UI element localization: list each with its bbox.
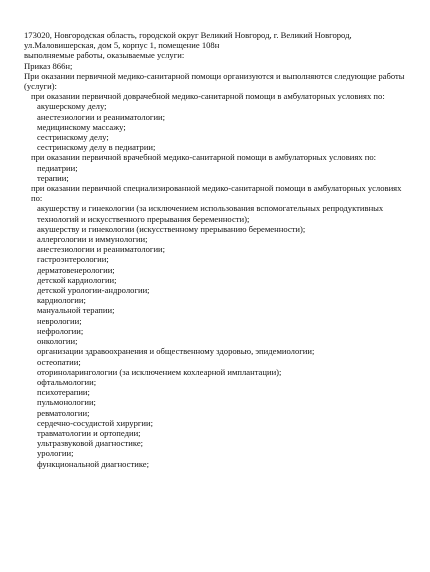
list-item: акушерству и гинекологии (за исключением использования вспомогательных репродуктивных технологий и искусственного прерывания беременности); bbox=[37, 203, 384, 224]
list-item: кардиологии; bbox=[37, 295, 86, 306]
list-item: ультразвуковой диагностике; bbox=[37, 438, 144, 449]
list-item: психотерапии; bbox=[37, 387, 90, 398]
list-item: сердечно-сосудистой хирургии; bbox=[37, 417, 154, 428]
list-item: остеопатии; bbox=[37, 356, 81, 367]
section-heading-prehospital: при оказании первичной доврачебной медико-санитарной помощи в амбулаторных условиях по: bbox=[31, 91, 385, 102]
section-heading-physician: при оказании первичной врачебной медико-санитарной помощи в амбулаторных условиях по: bbox=[31, 152, 377, 163]
list-item: аллергологии и иммунологии; bbox=[37, 234, 148, 245]
section-heading-specialized: при оказании первичной специализированной медико-санитарной помощи в амбулаторных условиях по: bbox=[31, 183, 402, 204]
list-item: мануальной терапии; bbox=[37, 305, 115, 316]
list-item: сестринскому делу в педиатрии; bbox=[37, 142, 156, 153]
list-item: пульмонологии; bbox=[37, 397, 96, 408]
list-item: педиатрии; bbox=[37, 162, 78, 173]
list-item: детской кардиологии; bbox=[37, 274, 117, 285]
list-item: дерматовенерологии; bbox=[37, 264, 115, 275]
list-item: оториноларингологии (за исключением кохлеарной имплантации); bbox=[37, 366, 282, 377]
list-item: детской урологии-андрологии; bbox=[37, 285, 150, 296]
list-item: медицинскому массажу; bbox=[37, 121, 126, 132]
list-item: анестезиологии и реаниматологии; bbox=[37, 244, 166, 255]
list-item: урологии; bbox=[37, 448, 74, 459]
list-item: травматологии и ортопедии; bbox=[37, 427, 141, 438]
list-item: анестезиологии и реаниматологии; bbox=[37, 111, 166, 122]
order-reference: Приказ 866н; bbox=[24, 60, 73, 71]
list-item: неврологии; bbox=[37, 315, 82, 326]
list-item: акушерству и гинекологии (искусственному прерыванию беременности); bbox=[37, 223, 306, 234]
address-line-1: 173020, Новгородская область, городской округ Великий Новгород, г. Великий Новгород, bbox=[24, 30, 352, 40]
services-intro: выполняемые работы, оказываемые услуги: bbox=[24, 50, 185, 61]
address-line-2: ул.Маловишерская, дом 5, корпус 1, помещение 108н bbox=[24, 40, 220, 51]
list-item: нефрологии; bbox=[37, 325, 84, 336]
list-item: ревматологии; bbox=[37, 407, 90, 418]
list-item: сестринскому делу; bbox=[37, 132, 109, 143]
general-statement: При оказании первичной медико-санитарной помощи организуются и выполняются следующие работы (услуги): bbox=[24, 70, 405, 92]
list-item: организации здравоохранения и общественному здоровью, эпидемиологии; bbox=[37, 346, 315, 357]
list-item: онкологии; bbox=[37, 336, 78, 347]
list-item: терапии; bbox=[37, 172, 69, 183]
list-item: функциональной диагностике; bbox=[37, 458, 150, 469]
list-item: офтальмологии; bbox=[37, 376, 97, 387]
document-body bbox=[24, 30, 414, 469]
list-item: акушерскому делу; bbox=[37, 101, 107, 112]
list-item: гастроэнтерологии; bbox=[37, 254, 109, 265]
